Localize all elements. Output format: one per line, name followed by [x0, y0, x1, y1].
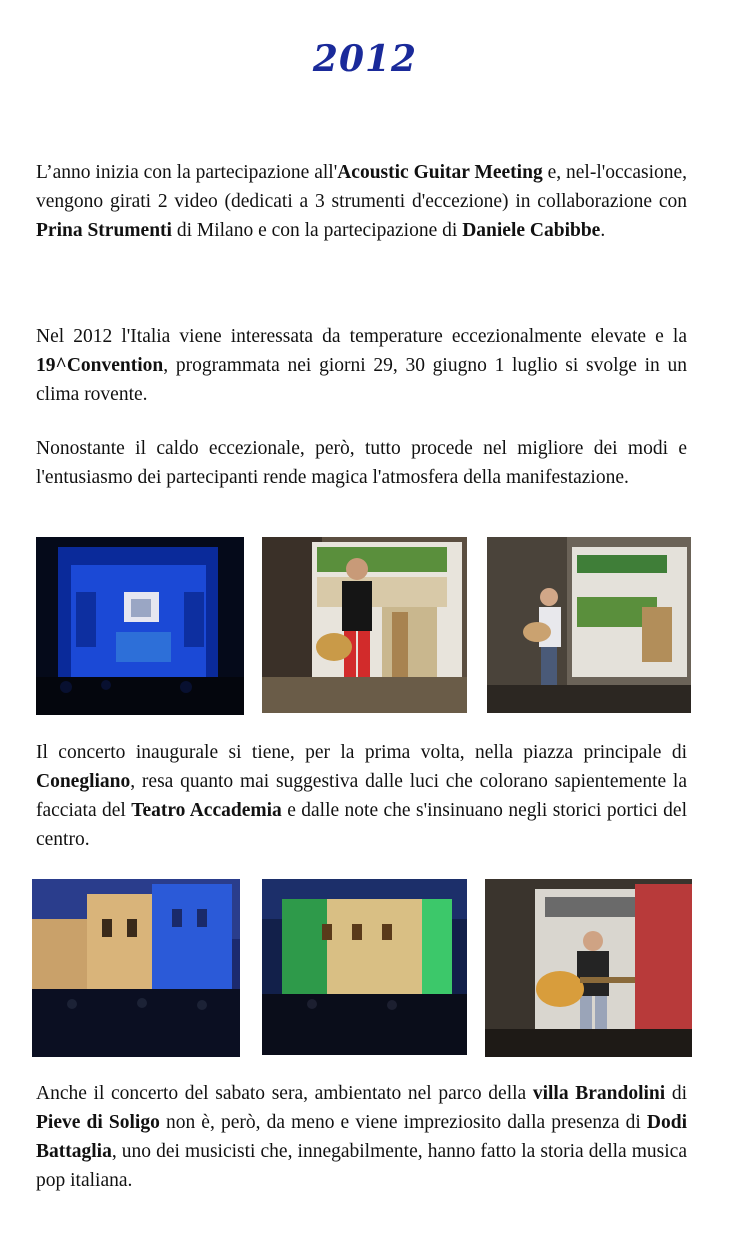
bold-text-run: Daniele Cabibbe	[462, 220, 601, 241]
paragraph-heat	[36, 434, 687, 492]
text-run: , programmata nei giorni 29, 30 giugno 1 luglio si svolge in un clima rovente.	[36, 355, 687, 405]
text-run: Nonostante il caldo eccezionale, però, tutto procede nel migliore dei modi e l'entusiasmo dei partecipanti rende magica l'atmosfera della manifestazione.	[36, 438, 687, 488]
text-run: Il concerto inaugurale si tiene, per la prima volta, nella piazza principale di	[36, 742, 687, 763]
photo-guitarist-red-trousers	[262, 537, 467, 713]
text-run: Nel 2012 l'Italia viene interessata da temperature eccezionalmente elevate e la	[36, 326, 687, 347]
photo-guitarist-seated-stage	[487, 537, 691, 713]
bold-text-run: Teatro Accademia	[131, 800, 282, 821]
bold-text-run: Prina Strumenti	[36, 220, 172, 241]
text-run: di	[665, 1083, 688, 1104]
bold-text-run: Acoustic Guitar Meeting	[337, 162, 543, 183]
paragraph-intro	[36, 158, 687, 245]
photo-piazza-blue-night	[32, 879, 240, 1057]
photo-piazza-tricolor-night	[262, 879, 467, 1055]
text-run: , uno dei musicisti che, innegabilmente, hanno fatto la storia della musica pop italiana.	[36, 1141, 687, 1191]
bold-text-run: Pieve di Soligo	[36, 1112, 160, 1133]
text-run: L’anno inizia con la partecipazione all'	[36, 162, 338, 183]
text-run: di Milano e con la partecipazione di	[171, 220, 463, 241]
text-run: Anche il concerto del sabato sera, ambientato nel parco della	[36, 1083, 533, 1104]
paragraph-convention	[36, 322, 687, 409]
bold-text-run: Conegliano	[36, 771, 131, 792]
text-run: .	[600, 220, 606, 241]
paragraph-opening-concert	[36, 738, 687, 854]
paragraph-saturday-concert	[36, 1079, 687, 1195]
photo-guitarist-red-backdrop	[485, 879, 692, 1057]
text-run: e, nel-l'occasione, vengono girati 2 video (dedicati a 3 strumenti d'eccezione) in collaborazione con	[36, 162, 688, 212]
bold-text-run: Dodi Battaglia	[36, 1112, 687, 1162]
photo-blue-lit-facade-stage	[36, 537, 244, 715]
text-run: , resa quanto mai suggestiva dalle luci che colorano sapientemente la facciata del	[36, 771, 687, 821]
text-run: e dalle note che s'insinuano negli storici portici del centro.	[36, 800, 687, 850]
page-title: 2012	[312, 38, 418, 80]
bold-text-run: 19^Convention	[36, 355, 164, 376]
bold-text-run: villa Brandolini	[532, 1083, 666, 1104]
text-run: non è, però, da meno e viene impreziosito dalla presenza di	[159, 1112, 647, 1133]
